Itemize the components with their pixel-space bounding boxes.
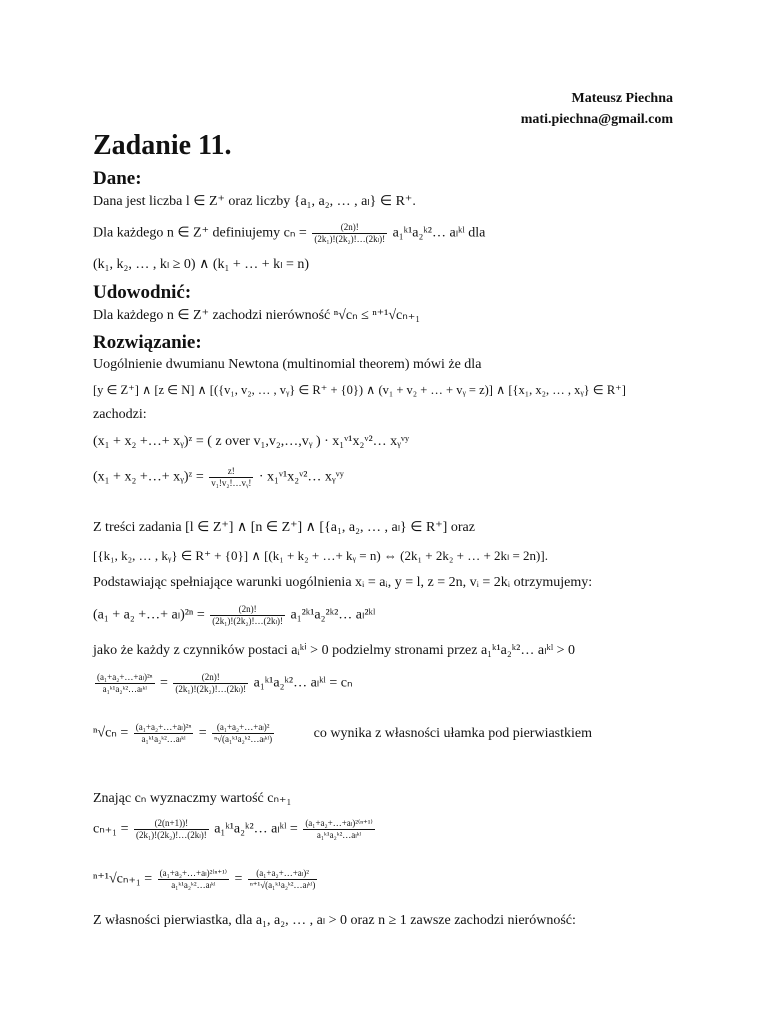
root-note: co wynika z własności ułamka pod pierwiastkiem (313, 725, 593, 741)
multinomial-fraction (209, 466, 253, 489)
fraction-numerator: (2n)! (312, 222, 387, 234)
fraction-numerator: (a₁+a₂+…+aₗ)²ⁿ (97, 672, 153, 682)
fraction-denominator: a₁ᵏ¹a₂ᵏ²…aₗᵏˡ (102, 684, 147, 694)
division-fraction-right (173, 672, 248, 695)
expansion-lhs: (a₁ + a₂ +…+ aₗ)²ⁿ = (93, 607, 205, 623)
section-udowodnic: Udowodnić: (93, 282, 192, 303)
definition-line (93, 222, 485, 245)
text-line-6: [y ∈ Z⁺] ∧ [z ∈ N] ∧ [({v₁, v₂, … , vᵧ} ∈ R⁺ + {0}) ∧ (v₁ + v₂ + … + vᵧ = z)] ∧ [{x₁, x₂, … , xᵧ} ∈ R⁺] (93, 383, 626, 397)
fraction-numerator: (a₁+a₂+…+aₗ)² (248, 868, 317, 880)
fraction-numerator: (a₁+a₂+…+aₗ)²ⁿ (135, 722, 192, 732)
expansion-fraction (210, 604, 285, 627)
definition-fraction (312, 222, 387, 245)
fraction-numerator: (a₁+a₂+…+aₗ)² (212, 722, 274, 734)
fraction-denominator: (2k₁)!(2k₂)!…(2kₗ)! (175, 684, 247, 694)
text-line-14: jako że każdy z czynników postaci aᵢᵏⁱ > 0 podzielmy stronami przez a₁ᵏ¹a₂ᵏ²… aₗᵏˡ > 0 (93, 643, 576, 658)
fraction-denominator: a₁ᵏ¹a₂ᵏ²…aₗᵏˡ (171, 880, 216, 890)
definition-product: a₁ᵏ¹a₂ᵏ²… aₗᵏˡ dla (392, 225, 486, 241)
text-line-12: Podstawiając spełniające warunki uogólnienia xᵢ = aᵢ, y = l, z = 2n, vᵢ = 2kᵢ otrzymujemy: (93, 575, 593, 590)
fraction-denominator: (2k₁)!(2k₂)!…(2kₗ)! (135, 830, 207, 840)
multinomial-line-2 (93, 466, 344, 489)
text-line-10: Z treści zadania [l ∈ Z⁺] ∧ [n ∈ Z⁺] ∧ [{a₁, a₂, … , aₗ} ∈ R⁺] oraz (93, 520, 475, 535)
multinomial-lhs: (x₁ + x₂ +…+ xᵧ)ᶻ = (93, 469, 204, 485)
section-dane: Dane: (93, 168, 142, 189)
fraction-denominator: ⁿ⁺¹√(a₁ᵏ¹a₂ᵏ²…aₗᵏˡ) (249, 880, 316, 890)
division-fraction-left (95, 672, 155, 695)
fraction-denominator: a₁ᵏ¹a₂ᵏ²…aₗᵏˡ (141, 734, 186, 744)
page-title: Zadanie 11. (93, 130, 232, 161)
fraction-denominator: (2k₁)!(2k₂)!…(2kₗ)! (212, 616, 283, 626)
fraction-numerator: (2n)! (173, 672, 248, 684)
fraction-denominator: (2k₁)!(2k₂)!…(2kₗ)! (314, 234, 386, 244)
next-term-fraction-right (303, 818, 374, 841)
definition-text: Dla każdego n ∈ Z⁺ definiujemy cₙ = (93, 225, 307, 241)
division-line (93, 672, 353, 695)
fraction-denominator: a₁ᵏ¹a₂ᵏ²…aₗᵏˡ (316, 830, 362, 840)
root-line-n (93, 722, 592, 745)
next-term-fraction-left (134, 818, 209, 841)
text-line-11: [{k₁, k₂, … , kᵧ} ∈ R⁺ + {0}] ∧ [(k₁ + k₂ + …+ kᵧ = n) ⇔ (2k₁ + 2k₂ + … + 2kₗ = 2n)]. (93, 548, 548, 563)
root-n1-lhs: ⁿ⁺¹√cₙ₊₁ = (93, 871, 153, 887)
root-line-n1 (93, 868, 319, 891)
author-name: Mateusz Piechna (571, 91, 673, 106)
text-line-17: Znając cₙ wyznaczmy wartość cₙ₊₁ (93, 791, 292, 806)
fraction-numerator: (2n)! (210, 604, 285, 616)
fraction-numerator: (a₁+a₂+…+aₗ)²⁽ⁿ⁺¹⁾ (305, 818, 373, 828)
root-fraction-left (134, 722, 194, 745)
fraction-numerator: (a₁+a₂+…+aₗ)²⁽ⁿ⁺¹⁾ (159, 868, 228, 878)
equals-sign: = (234, 871, 243, 887)
multinomial-rhs: · x₁ᵛ¹x₂ᵛ²… xᵧᵛʸ (258, 469, 344, 485)
next-term-line (93, 818, 377, 841)
equals-sign: = (198, 725, 207, 741)
text-line-20: Z własności pierwiastka, dla a₁, a₂, … , aₗ > 0 oraz n ≥ 1 zawsze zachodzi nierówność: (93, 913, 576, 928)
fraction-denominator: ⁿ√(a₁ᵏ¹a₂ᵏ²…aₗᵏˡ) (214, 734, 273, 744)
text-line-1: Dana jest liczba l ∈ Z⁺ oraz liczby {a₁, a₂, … , aₗ} ∈ R⁺. (93, 194, 416, 209)
root-lhs: ⁿ√cₙ = (93, 725, 129, 741)
text-line-5: Uogólnienie dwumianu Newtona (multinomial theorem) mówi że dla (93, 357, 482, 372)
section-rozwiazanie: Rozwiązanie: (93, 332, 202, 353)
fraction-denominator: v₁!v₂!…vᵧ! (211, 478, 252, 488)
expansion-line (93, 604, 375, 627)
root-n1-fraction-left (158, 868, 229, 891)
expansion-rhs: a₁²ᵏ¹a₂²ᵏ²… aₗ²ᵏˡ (290, 607, 376, 623)
root-n1-fraction-right (248, 868, 317, 891)
fraction-numerator: (2(n+1))! (134, 818, 209, 830)
fraction-numerator: z! (209, 466, 253, 478)
next-term-middle: a₁ᵏ¹a₂ᵏ²… aₗᵏˡ = (214, 821, 298, 837)
equals-sign: = (160, 675, 168, 691)
next-term-lhs: cₙ₊₁ = (93, 821, 129, 837)
division-rhs: a₁ᵏ¹a₂ᵏ²… aₗᵏˡ = cₙ (253, 675, 353, 691)
author-email: mati.piechna@gmail.com (520, 112, 673, 127)
author-block (521, 88, 673, 130)
root-fraction-right (212, 722, 274, 745)
condition-line: (k₁, k₂, … , kₗ ≥ 0) ∧ (k₁ + … + kₗ = n) (93, 257, 310, 272)
text-line-7: zachodzi: (93, 407, 147, 422)
multinomial-line-1: (x₁ + x₂ +…+ xᵧ)ᶻ = ( z over v₁,v₂,…,vᵧ ) · x₁ᵛ¹x₂ᵛ²… xᵧᵛʸ (93, 434, 410, 449)
claim-line: Dla każdego n ∈ Z⁺ zachodzi nierówność ⁿ√cₙ ≤ ⁿ⁺¹√cₙ₊₁ (93, 308, 421, 323)
